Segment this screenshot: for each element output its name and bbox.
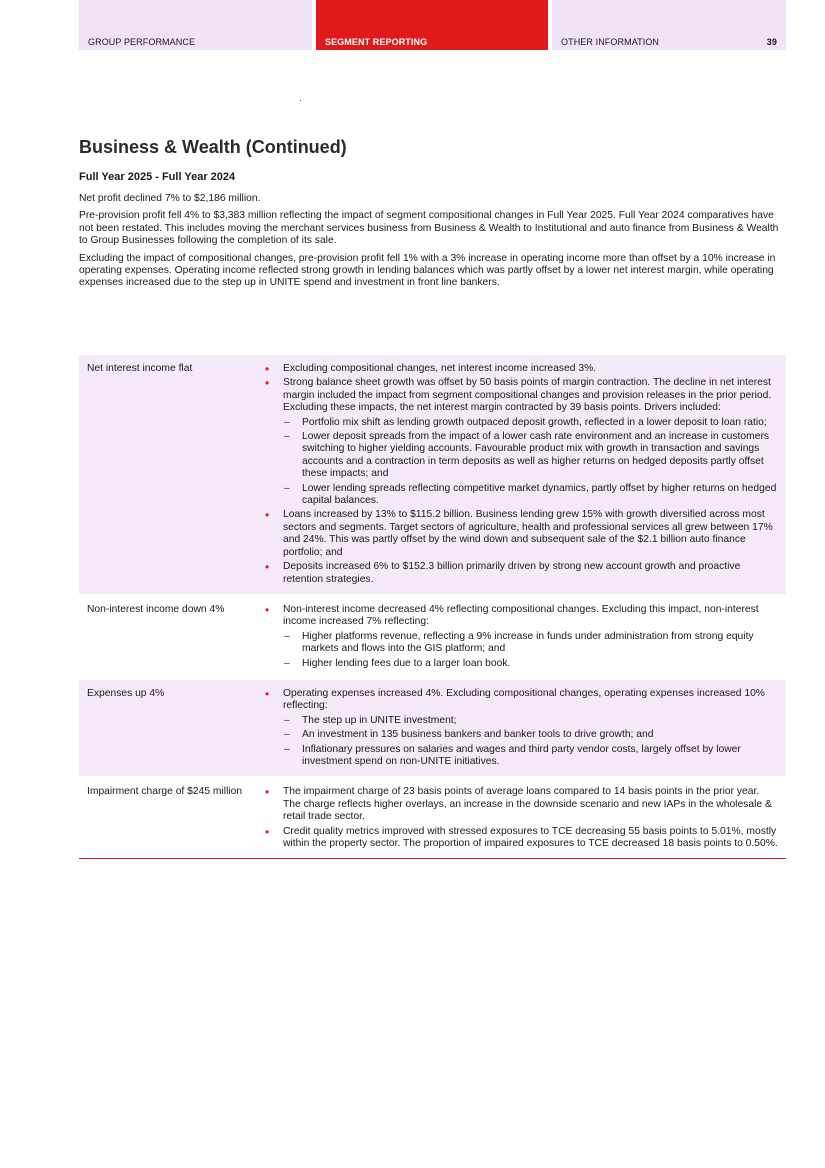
- table-row-net-interest-income: [79, 355, 786, 594]
- row-content: [259, 604, 786, 672]
- section-tabs: [79, 0, 786, 50]
- intro-paragraph: Net profit declined 7% to $2,186 million.: [79, 193, 261, 204]
- row-label: Non-interest income down 4%: [87, 603, 225, 615]
- bullet-item: • Loans increased by 13% to $115.2 billion. Business lending grew 15% with growth diversified across most sectors and segments. Target sectors of agriculture, health and professional services all grew between 17% and 24%. This was partly offset by the wind down and subsequent sale of the $2.1 billion auto finance portfolio; and: [259, 509, 778, 559]
- tab-other-information[interactable]: [552, 0, 786, 50]
- bullet-item: • Non-interest income decreased 4% reflecting compositional changes. Excluding this impact, non-interest income increased 7% reflecting:: [259, 604, 778, 629]
- period-subtitle: Full Year 2025 - Full Year 2024: [79, 171, 236, 183]
- row-content: [259, 786, 786, 852]
- table-row-non-interest-income: [79, 594, 786, 678]
- sub-bullet-item: – Lower lending spreads reflecting competitive market dynamics, partly offset by higher returns on hedged capital balances.: [259, 483, 778, 508]
- sub-bullet-item: – Higher lending fees due to a larger loan book.: [259, 658, 778, 670]
- sub-bullet-item: – Inflationary pressures on salaries and wages and third party vendor costs, largely offset by lower investment spend on non-UNITE initiatives.: [259, 744, 778, 769]
- sub-bullet-item: – The step up in UNITE investment;: [259, 715, 778, 727]
- sub-bullet-item: – Higher platforms revenue, reflecting a 9% increase in funds under administration from strong equity markets and flows into the GIS platform; and: [259, 631, 778, 656]
- bullet-item: • Credit quality metrics improved with stressed exposures to TCE decreasing 55 basis points to 5.01%, mostly within the property sector. The proportion of impaired exposures to TCE decreased 18 basis points to 0.50%.: [259, 826, 778, 851]
- tab-label: GROUP PERFORMANCE: [88, 37, 196, 47]
- page-number: 39: [766, 37, 777, 47]
- tab-label: SEGMENT REPORTING: [325, 37, 428, 47]
- sub-bullet-item: – Portfolio mix shift as lending growth outpaced deposit growth, reflected in a lower deposit to loan ratio;: [259, 417, 778, 429]
- intro-paragraph: Pre-provision profit fell 4% to $3,383 million reflecting the impact of segment compositional changes in Full Year 2025. Full Year 2024 comparatives have not been restated. This includes moving the merchant services business from Business & Wealth to Institutional and auto finance from Business & Wealth to Group Businesses following the completion of its sale.: [79, 210, 779, 247]
- bullet-item: • Strong balance sheet growth was offset by 50 basis points of margin contraction. The decline in net interest margin included the impact from segment compositional changes and provision releases in the prior period. Excluding these impacts, the net interest margin contracted by 39 basis points. Drivers included:: [259, 377, 778, 414]
- bullet-item: • Deposits increased 6% to $152.3 billion primarily driven by strong new account growth and proactive retention strategies.: [259, 561, 778, 586]
- tab-label: OTHER INFORMATION: [561, 37, 660, 47]
- stray-dot: [300, 100, 301, 101]
- intro-paragraph: Excluding the impact of compositional changes, pre-provision profit fell 1% with a 3% increase in operating income more than offset by a 10% increase in operating expenses. Operating income reflected strong growth in lending balances which was partly offset by a lower net interest margin, while operating expenses increased due to the step up in UNITE spend and investment in front line bankers.: [79, 252, 776, 289]
- tab-group-performance[interactable]: [79, 0, 312, 50]
- intro-text: [79, 193, 786, 295]
- row-label: Net interest income flat: [87, 363, 193, 374]
- sub-bullet-item: – Lower deposit spreads from the impact of a lower cash rate environment and an increase in customers switching to higher yielding accounts. Favourable product mix with growth in transaction and savings accounts and a contraction in term deposits as well as higher returns on hedged deposits partly offset these impacts; and: [259, 431, 778, 481]
- sub-bullet-item: – An investment in 135 business bankers and banker tools to drive growth; and: [259, 729, 778, 741]
- row-label: Expenses up 4%: [87, 687, 165, 699]
- table-row-impairment: [79, 776, 786, 858]
- row-content: [259, 363, 786, 588]
- bullet-item: • Operating expenses increased 4%. Excluding compositional changes, operating expenses increased 10% reflecting:: [259, 688, 778, 713]
- commentary-table: [79, 355, 786, 859]
- bullet-item: • Excluding compositional changes, net interest income increased 3%.: [259, 363, 778, 375]
- row-label: Impairment charge of $245 million: [87, 786, 243, 798]
- tab-segment-reporting[interactable]: [316, 0, 548, 50]
- row-content: [259, 688, 786, 770]
- table-row-expenses: [79, 678, 786, 776]
- page-title: Business & Wealth (Continued): [79, 137, 347, 157]
- bullet-item: • The impairment charge of 23 basis points of average loans compared to 14 basis points in the prior year. The charge reflects higher overlays, an increase in the downside scenario and new IAPs in the wholesale & retail trade sector.: [259, 786, 778, 823]
